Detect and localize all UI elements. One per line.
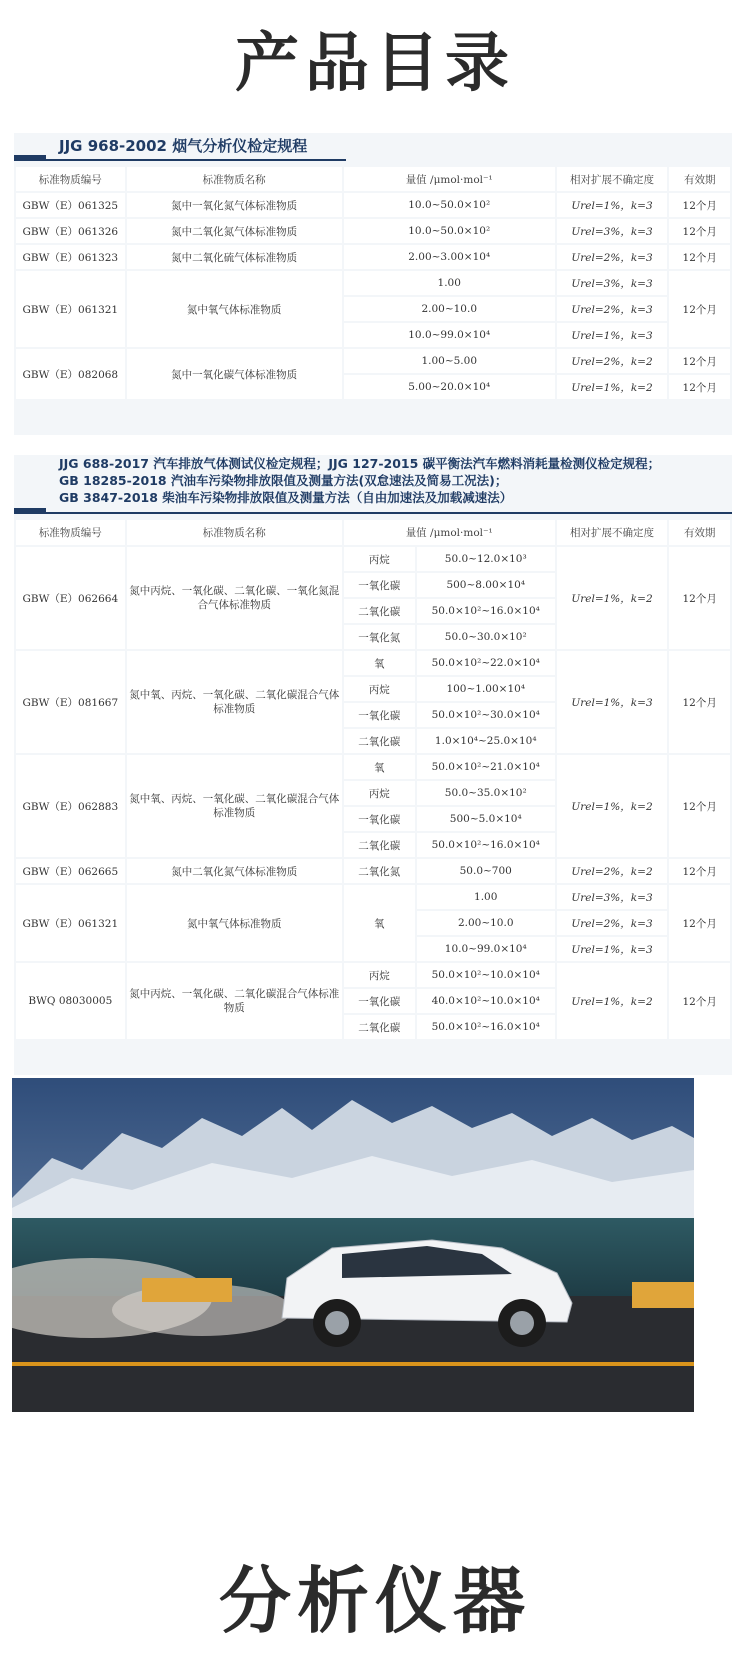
cell-value: 2.00~10.0 <box>344 297 555 321</box>
cell-code: GBW（E）062664 <box>16 547 125 649</box>
cell-value: 40.0×10²~10.0×10⁴ <box>417 989 555 1013</box>
cell-code: GBW（E）062883 <box>16 755 125 857</box>
col-header: 相对扩展不确定度 <box>557 520 668 545</box>
table-header <box>16 167 730 191</box>
cell-uncertainty: Urel=1%，k=3 <box>557 937 668 961</box>
standards-table-1 <box>14 165 732 401</box>
cell-uncertainty: Urel=1%，k=2 <box>557 755 668 857</box>
cell-component: 氧 <box>344 651 415 675</box>
standard-title: JJG 688-2017 汽车排放气体测试仪检定规程；JJG 127-2015 碳平衡法汽车燃料消耗量检测仪检定规程； <box>59 456 661 471</box>
cell-component: 二氧化氮 <box>344 859 415 883</box>
cell-component: 氧 <box>344 755 415 779</box>
cell-component: 丙烷 <box>344 677 415 701</box>
cell-name: 氮中氧气体标准物质 <box>127 271 342 347</box>
title-underline <box>14 155 732 163</box>
cell-uncertainty: Urel=1%，k=3 <box>557 323 668 347</box>
cell-name: 氮中二氧化氮气体标准物质 <box>127 219 342 243</box>
cell-value: 1.00 <box>417 885 555 909</box>
cell-value: 50.0×10²~10.0×10⁴ <box>417 963 555 987</box>
table-row <box>16 859 730 883</box>
col-header: 标准物质编号 <box>16 167 125 191</box>
cell-uncertainty: Urel=1%，k=3 <box>557 193 668 217</box>
cell-component: 一氧化碳 <box>344 573 415 597</box>
standards-table-2 <box>14 518 732 1041</box>
table-row <box>16 651 730 675</box>
cell-value: 2.00~10.0 <box>417 911 555 935</box>
cell-value: 500~5.0×10⁴ <box>417 807 555 831</box>
cell-name: 氮中丙烷、一氧化碳、二氧化碳混合气体标准物质 <box>127 963 342 1039</box>
col-header: 量值 /μmol·mol⁻¹ <box>344 167 555 191</box>
cell-uncertainty: Urel=1%，k=2 <box>557 963 668 1039</box>
cell-value: 50.0~30.0×10² <box>417 625 555 649</box>
cell-code: GBW（E）062665 <box>16 859 125 883</box>
cell-name: 氮中二氧化氮气体标准物质 <box>127 859 342 883</box>
cell-code: GBW（E）061326 <box>16 219 125 243</box>
col-header: 量值 /μmol·mol⁻¹ <box>344 520 555 545</box>
cell-validity: 12个月 <box>669 219 730 243</box>
cell-component: 丙烷 <box>344 547 415 571</box>
cell-validity: 12个月 <box>669 859 730 883</box>
table-row <box>16 547 730 571</box>
standard-title: GB 18285-2018 汽油车污染物排放限值及测量方法(双怠速法及简易工况法)； <box>59 473 508 488</box>
cell-name: 氮中丙烷、一氧化碳、二氧化碳、一氧化氮混合气体标准物质 <box>127 547 342 649</box>
col-header: 有效期 <box>669 520 730 545</box>
cell-value: 10.0~99.0×10⁴ <box>417 937 555 961</box>
cell-code: GBW（E）081667 <box>16 651 125 753</box>
cell-value: 500~8.00×10⁴ <box>417 573 555 597</box>
cell-value: 2.00~3.00×10⁴ <box>344 245 555 269</box>
page-title: 产品目录 <box>235 27 515 101</box>
table-row <box>16 193 730 217</box>
cell-value: 50.0×10²~21.0×10⁴ <box>417 755 555 779</box>
cell-uncertainty: Urel=3%，k=3 <box>557 219 668 243</box>
cell-value: 1.0×10⁴~25.0×10⁴ <box>417 729 555 753</box>
standards-table-1-block <box>14 133 732 435</box>
cell-validity: 12个月 <box>669 375 730 399</box>
cell-value: 50.0×10²~16.0×10⁴ <box>417 833 555 857</box>
cell-code: GBW（E）061321 <box>16 885 125 961</box>
cell-component: 一氧化碳 <box>344 989 415 1013</box>
cell-validity: 12个月 <box>669 885 730 961</box>
table-row <box>16 755 730 779</box>
cell-component: 氧 <box>344 885 415 961</box>
cell-component: 一氧化碳 <box>344 807 415 831</box>
cell-uncertainty: Urel=3%，k=3 <box>557 271 668 295</box>
cell-value: 50.0×10²~16.0×10⁴ <box>417 1015 555 1039</box>
col-header: 相对扩展不确定度 <box>557 167 668 191</box>
cell-value: 50.0×10²~30.0×10⁴ <box>417 703 555 727</box>
cell-component: 一氧化氮 <box>344 625 415 649</box>
cell-name: 氮中氧、丙烷、一氧化碳、二氧化碳混合气体标准物质 <box>127 651 342 753</box>
section-title: 分析仪器 <box>218 1559 531 1643</box>
cell-name: 氮中氧、丙烷、一氧化碳、二氧化碳混合气体标准物质 <box>127 755 342 857</box>
cell-value: 1.00~5.00 <box>344 349 555 373</box>
col-header: 标准物质名称 <box>127 167 342 191</box>
cell-uncertainty: Urel=2%，k=3 <box>557 245 668 269</box>
title-underline <box>14 508 732 516</box>
cell-validity: 12个月 <box>669 193 730 217</box>
cell-value: 50.0×10²~16.0×10⁴ <box>417 599 555 623</box>
standard-title: JJG 968-2002 烟气分析仪检定规程 <box>59 137 308 155</box>
standard-title: GB 3847-2018 柴油车污染物排放限值及测量方法（自由加速法及加载减速法） <box>59 490 513 505</box>
table-row <box>16 885 730 909</box>
cell-validity: 12个月 <box>669 271 730 347</box>
cell-uncertainty: Urel=3%，k=3 <box>557 885 668 909</box>
cell-validity: 12个月 <box>669 245 730 269</box>
cell-code: GBW（E）082068 <box>16 349 125 399</box>
cell-value: 100~1.00×10⁴ <box>417 677 555 701</box>
cell-component: 丙烷 <box>344 963 415 987</box>
table-row <box>16 245 730 269</box>
cell-validity: 12个月 <box>669 963 730 1039</box>
cell-value: 10.0~50.0×10² <box>344 193 555 217</box>
cell-value: 1.00 <box>344 271 555 295</box>
cell-code: GBW（E）061323 <box>16 245 125 269</box>
cell-value: 50.0~700 <box>417 859 555 883</box>
col-header: 标准物质名称 <box>127 520 342 545</box>
cell-component: 二氧化碳 <box>344 729 415 753</box>
cell-value: 5.00~20.0×10⁴ <box>344 375 555 399</box>
cell-code: BWQ 08030005 <box>16 963 125 1039</box>
standards-table-2-block <box>14 455 732 1075</box>
cell-uncertainty: Urel=1%，k=2 <box>557 547 668 649</box>
cell-code: GBW（E）061321 <box>16 271 125 347</box>
cell-value: 10.0~50.0×10² <box>344 219 555 243</box>
col-header: 有效期 <box>669 167 730 191</box>
car-photo <box>12 1078 694 1412</box>
table-header <box>16 520 730 545</box>
col-header: 标准物质编号 <box>16 520 125 545</box>
cell-value: 50.0~35.0×10² <box>417 781 555 805</box>
table-row <box>16 219 730 243</box>
cell-validity: 12个月 <box>669 651 730 753</box>
cell-code: GBW（E）061325 <box>16 193 125 217</box>
cell-component: 丙烷 <box>344 781 415 805</box>
cell-component: 二氧化碳 <box>344 833 415 857</box>
cell-validity: 12个月 <box>669 349 730 373</box>
cell-uncertainty: Urel=2%，k=2 <box>557 349 668 373</box>
cell-uncertainty: Urel=2%，k=2 <box>557 859 668 883</box>
table-row <box>16 271 730 295</box>
cell-name: 氮中氧气体标准物质 <box>127 885 342 961</box>
cell-name: 氮中一氧化碳气体标准物质 <box>127 349 342 399</box>
table-row <box>16 349 730 373</box>
cell-uncertainty: Urel=1%，k=2 <box>557 375 668 399</box>
cell-name: 氮中一氧化氮气体标准物质 <box>127 193 342 217</box>
cell-component: 二氧化碳 <box>344 599 415 623</box>
cell-component: 二氧化碳 <box>344 1015 415 1039</box>
cell-value: 10.0~99.0×10⁴ <box>344 323 555 347</box>
cell-name: 氮中二氧化硫气体标准物质 <box>127 245 342 269</box>
table-row <box>16 963 730 987</box>
cell-validity: 12个月 <box>669 755 730 857</box>
car-illustration-icon <box>12 1078 694 1412</box>
cell-component: 一氧化碳 <box>344 703 415 727</box>
cell-value: 50.0~12.0×10³ <box>417 547 555 571</box>
cell-validity: 12个月 <box>669 547 730 649</box>
cell-uncertainty: Urel=2%，k=3 <box>557 297 668 321</box>
cell-value: 50.0×10²~22.0×10⁴ <box>417 651 555 675</box>
cell-uncertainty: Urel=2%，k=3 <box>557 911 668 935</box>
cell-uncertainty: Urel=1%，k=3 <box>557 651 668 753</box>
